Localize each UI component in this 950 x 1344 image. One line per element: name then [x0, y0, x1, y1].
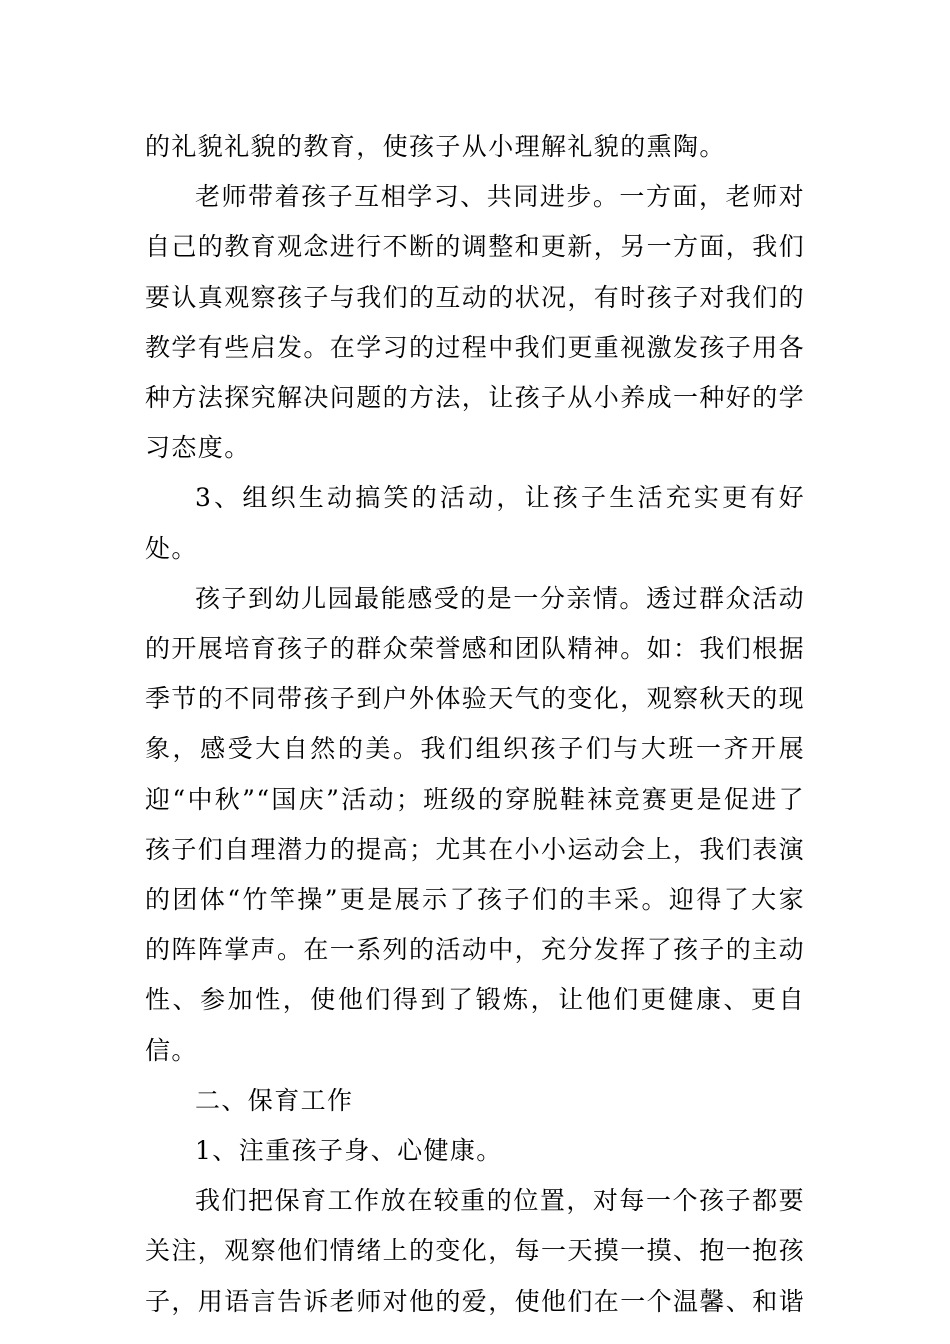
text-line: 1、注重孩子身、心健康。	[195, 1136, 503, 1166]
text-line: 自己的教育观念进行不断的调整和更新，另一方面，我们	[145, 232, 806, 262]
text-line: 习态度。	[145, 433, 251, 463]
text-line: 的开展培育孩子的群众荣誉感和团队精神。如：我们根据	[145, 634, 806, 664]
text-line: 种方法探究解决问题的方法，让孩子从小养成一种好的学	[145, 383, 806, 413]
text-line: 的团体“竹竿操”更是展示了孩子们的丰采。迎得了大家	[145, 885, 805, 915]
text-line: 孩子到幼儿园最能感受的是一分亲情。透过群众活动	[195, 583, 805, 613]
text-line: 要认真观察孩子与我们的互动的状况，有时孩子对我们的	[145, 282, 806, 312]
text-line: 季节的不同带孩子到户外体验天气的变化，观察秋天的现	[145, 684, 806, 714]
text-line: 的礼貌礼貌的教育，使孩子从小理解礼貌的熏陶。	[145, 132, 726, 161]
text-line: “中秋”“国庆”活动；班级的穿脱鞋袜竞赛更是促进了	[172, 784, 806, 814]
text-line: 象，感受大自然的美。我们组织孩子们与大班一齐开展迎	[145, 734, 805, 814]
text-line: 关注，观察他们情绪上的变化，每一天摸一摸、抱一抱孩	[145, 1236, 806, 1266]
text-line: 二、保育工作	[195, 1085, 354, 1115]
paragraph	[145, 1176, 805, 1327]
text-line: 教学有些启发。在学习的过程中我们更重视激发孩子用各	[145, 332, 806, 362]
text-line: 性、参加性，使他们得到了锻炼，让他们更健康、更自信。	[145, 985, 805, 1065]
text-line: 我们把保育工作放在较重的位置，对每一个孩子都要	[195, 1186, 805, 1216]
text-line: 孩子们自理潜力的提高；尤其在小小运动会上，我们表演	[145, 834, 806, 864]
text-line: 老师带着孩子互相学习、共同进步。一方面，老师对	[195, 182, 805, 212]
paragraph	[145, 574, 805, 1076]
paragraph	[145, 172, 805, 473]
paragraph	[145, 122, 805, 172]
paragraph	[145, 473, 805, 573]
text-line: 3、组织生动搞笑的活动，让孩子生活充实更有好处。	[145, 483, 805, 563]
text-line: 的阵阵掌声。在一系列的活动中，充分发挥了孩子的主动	[145, 935, 806, 965]
paragraph	[145, 1076, 805, 1126]
paragraph	[145, 1126, 805, 1176]
text-line: 子，用语言告诉老师对他的爱，使他们在一个温馨、和谐	[145, 1286, 806, 1316]
document-body	[145, 122, 805, 1327]
